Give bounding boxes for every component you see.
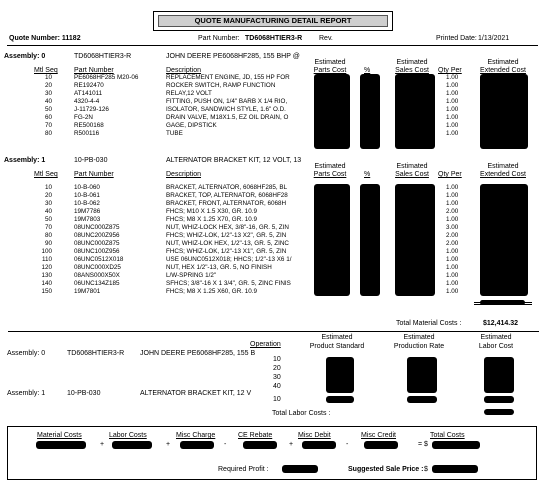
row-seq: 60 [44, 114, 52, 121]
row-part-number: 08UNC000Z875 [74, 240, 120, 247]
redacted-percent-2 [360, 184, 380, 296]
redacted-extended-cost [480, 74, 528, 149]
qty-per-header: Qty Per [438, 67, 462, 74]
redacted-material-costs [36, 441, 86, 449]
mtl-seq-header: Mtl Seq [34, 67, 58, 74]
footer-plus-2: + [166, 441, 171, 448]
row-part-number: 08UNC000XD25 [74, 264, 121, 271]
labor-cost-header-1: Estimated [480, 334, 512, 341]
operation-10-asm1: 10 [273, 396, 281, 403]
redacted-labor-cost [484, 357, 514, 393]
footer-misc-debit: Misc Debit [298, 432, 331, 439]
row-part-number: J-11729-126 [74, 106, 109, 113]
row-seq: 20 [44, 82, 52, 89]
row-description: NUT, HEX 1/2"-13, GR. 5, NO FINISH [166, 264, 272, 271]
row-part-number: 10-B-060 [74, 184, 100, 191]
row-description: ISOLATOR, SANDWICH STYLE, 1.6" O.D. [166, 106, 286, 113]
row-description: USE 06UNC0512X018; HHCS; 1/2"-13 X6 1/ [166, 256, 292, 263]
row-description: BRACKET, FRONT, ALTERNATOR, 6068H [166, 200, 287, 207]
redacted-misc-credit [364, 441, 398, 449]
report-title-box [153, 11, 393, 31]
row-description: NUT, WHIZ-LOCK HEX, 3/8"-16, GR. 5, ZIN [166, 224, 289, 231]
redacted-total-labor [484, 409, 514, 415]
row-seq: 120 [41, 264, 52, 271]
row-qty-per: 1.00 [446, 130, 459, 137]
parts-cost-header-1: Estimated [314, 163, 346, 170]
operation-40: 40 [273, 383, 281, 390]
redacted-misc-charge [180, 441, 214, 449]
footer-ce-rebate: CE Rebate [238, 432, 273, 439]
row-description: FHCS; WHIZ-LOK, 1/2"-13 X2", GR. 5, ZIN [166, 232, 287, 239]
row-part-number: 4320-4-4 [74, 98, 100, 105]
row-seq: 50 [44, 216, 52, 223]
row-qty-per: 1.00 [446, 248, 459, 255]
sales-cost-header-1: Estimated [396, 163, 428, 170]
row-description: DRAIN VALVE, M18X1.5, EZ OIL DRAIN, O [166, 114, 289, 121]
parts-cost-header-2: Parts Cost [313, 171, 347, 178]
operation-10: 10 [273, 356, 281, 363]
row-qty-per: 1.00 [446, 74, 459, 81]
row-qty-per: 1.00 [446, 264, 459, 271]
row-qty-per: 1.00 [446, 184, 459, 191]
footer-minus-1: - [224, 441, 227, 448]
row-part-number: AT141011 [74, 90, 103, 97]
footer-equals: = [418, 441, 423, 448]
row-seq: 130 [41, 272, 52, 279]
labor-assembly-0-number: TD6068HTIER3-R [67, 350, 125, 357]
row-description: FHCS; M8 X 1.25 X70, GR. 10.9 [166, 216, 257, 223]
row-seq: 80 [44, 232, 52, 239]
row-qty-per: 1.00 [446, 280, 459, 287]
footer-dollar-2: $ [424, 466, 428, 473]
row-qty-per: 1.00 [446, 114, 459, 121]
operation-20: 20 [273, 365, 281, 372]
row-description: RELAY,12 VOLT [166, 90, 212, 97]
footer-minus-2: - [346, 441, 349, 448]
redacted-total-costs [432, 441, 480, 449]
row-description: L/W-SPRING 1/2" [166, 272, 217, 279]
row-part-number: FG-2N [74, 114, 93, 121]
row-seq: 30 [44, 90, 52, 97]
part-number-header: Part Number [74, 67, 114, 74]
row-qty-per: 1.00 [446, 98, 459, 105]
assembly-number: TD6068HTIER3-R [74, 53, 132, 60]
row-qty-per: 1.00 [446, 216, 459, 223]
footer-plus-3: + [289, 441, 294, 448]
operation-30: 30 [273, 374, 281, 381]
row-qty-per: 1.00 [446, 256, 459, 263]
required-profit-label: Required Profit : [218, 466, 269, 473]
assembly-label: Assembly: 0 [4, 53, 46, 60]
description-header: Description [166, 171, 202, 178]
row-part-number: 06UNC134Z185 [74, 280, 120, 287]
row-qty-per: 1.00 [446, 272, 459, 279]
row-part-number: 08UNC000Z875 [74, 224, 120, 231]
row-qty-per: 1.00 [446, 192, 459, 199]
quote-number: Quote Number: 11182 [9, 35, 81, 42]
row-seq: 10 [44, 184, 52, 191]
printed-date-value: 1/13/2021 [478, 35, 510, 42]
materials-divider [8, 331, 539, 332]
row-description: SFHCS; 3/8"-16 X 1 3/4", GR. 5, ZINC FINIS [166, 280, 291, 287]
redacted-misc-debit [302, 441, 336, 449]
rev-label: Rev. [319, 35, 333, 42]
assembly-description: ALTERNATOR BRACKET KIT, 12 VOLT, 13 [166, 157, 302, 164]
row-qty-per: 1.00 [446, 200, 459, 207]
row-description: BRACKET, TOP, ALTERNATOR, 6068HF28 [166, 192, 288, 199]
labor-assembly-0-label: Assembly: 0 [7, 350, 46, 357]
row-part-number: PE6068HF285 M20-06 [74, 74, 139, 81]
labor-assembly-0-desc: JOHN DEERE PE6068HF285, 155 B [140, 350, 256, 357]
labor-cost-header-2: Labor Cost [478, 343, 514, 350]
row-qty-per: 1.00 [446, 90, 459, 97]
assembly-description: JOHN DEERE PE6068HF285, 155 BHP @ [166, 53, 300, 60]
extended-cost-header-2: Extended Cost [480, 171, 526, 178]
assembly-label: Assembly: 1 [4, 157, 46, 164]
total-labor-label: Total Labor Costs : [272, 410, 331, 417]
product-standard-header-1: Estimated [321, 334, 353, 341]
percent-header: % [364, 67, 371, 74]
sales-cost-header-1: Estimated [396, 59, 428, 66]
row-part-number: 06UNC0512X018 [74, 256, 124, 263]
redacted-labor-cost-2 [484, 396, 514, 403]
row-description: FHCS; M8 X 1.25 X60, GR. 10.9 [166, 288, 257, 295]
row-part-number: 19M7801 [74, 288, 101, 295]
redacted-extended-cost-2 [480, 184, 528, 296]
row-part-number: 10-B-061 [74, 192, 100, 199]
row-qty-per: 2.00 [446, 208, 459, 215]
extended-cost-header-1: Estimated [487, 59, 519, 66]
row-seq: 30 [44, 200, 52, 207]
row-seq: 110 [41, 256, 52, 263]
row-seq: 70 [44, 224, 52, 231]
row-seq: 20 [44, 192, 52, 199]
footer-misc-credit: Misc Credit [361, 432, 397, 439]
row-description: ROCKER SWITCH, RAMP FUNCTION [166, 82, 276, 89]
description-header: Description [166, 67, 202, 74]
row-seq: 50 [44, 106, 52, 113]
redacted-sales-cost [395, 74, 435, 149]
row-seq: 150 [41, 288, 52, 295]
row-qty-per: 1.00 [446, 122, 459, 129]
row-part-number: 08UNC100Z956 [74, 248, 120, 255]
redacted-parts-cost-2 [314, 184, 350, 296]
total-material-value: $12,414.32 [483, 320, 519, 327]
redacted-sales-cost-2 [395, 184, 435, 296]
redacted-subtotal [480, 300, 525, 305]
redacted-production-rate [407, 357, 437, 393]
total-material-label: Total Material Costs : [396, 320, 462, 327]
part-number-header: Part Number [74, 171, 114, 178]
part-number-label: Part Number: [198, 35, 240, 42]
row-seq: 40 [44, 208, 52, 215]
row-seq: 90 [44, 240, 52, 247]
redacted-product-standard-2 [326, 396, 354, 403]
mtl-seq-header: Mtl Seq [34, 171, 58, 178]
row-seq: 70 [44, 122, 52, 129]
row-description: NUT, WHIZ-LOK HEX, 1/2"-13, GR. 5, ZINC [166, 240, 289, 247]
redacted-parts-cost [314, 74, 350, 149]
row-qty-per: 1.00 [446, 82, 459, 89]
row-qty-per: 1.00 [446, 288, 459, 295]
sales-cost-header-2: Sales Cost [395, 67, 429, 74]
part-number-value: TD6068HTIER3-R [245, 35, 303, 42]
footer-total-costs: Total Costs [430, 432, 465, 439]
row-part-number: 08UNC200Z956 [74, 232, 120, 239]
parts-cost-header-2: Parts Cost [313, 67, 347, 74]
redacted-required-profit [282, 465, 318, 473]
footer-misc-charge: Misc Charge [176, 432, 216, 439]
product-standard-header-2: Product Standard [309, 343, 365, 350]
redacted-product-standard [326, 357, 354, 393]
row-seq: 140 [41, 280, 52, 287]
assembly-number: 10-PB-030 [74, 157, 108, 164]
row-description: FHCS; WHIZ-LOK, 1/2"-13 X1", GR. 5, ZIN [166, 248, 287, 255]
labor-assembly-1-number: 10-PB-030 [67, 390, 101, 397]
percent-header: % [364, 171, 371, 178]
extended-cost-header-1: Estimated [487, 163, 519, 170]
row-description: BRACKET, ALTERNATOR, 6068HF285, BL [166, 184, 288, 191]
extended-cost-header-2: Extended Cost [480, 67, 526, 74]
row-part-number: R500116 [74, 130, 100, 137]
footer-plus-1: + [100, 441, 105, 448]
footer-labor-costs: Labor Costs [109, 432, 147, 439]
row-qty-per: 2.00 [446, 240, 459, 247]
row-description: TUBE [166, 130, 183, 137]
row-seq: 10 [44, 74, 52, 81]
redacted-production-rate-2 [407, 396, 437, 403]
row-part-number: 19M7803 [74, 216, 101, 223]
suggested-price-label: Suggested Sale Price : [348, 466, 424, 473]
production-rate-header-1: Estimated [403, 334, 435, 341]
row-seq: 80 [44, 130, 52, 137]
parts-cost-header-1: Estimated [314, 59, 346, 66]
row-description: FITTING, PUSH ON, 1/4" BARB X 1/4 RIO, [166, 98, 288, 105]
production-rate-header-2: Production Rate [393, 343, 445, 350]
row-part-number: 19M7786 [74, 208, 101, 215]
row-part-number: RE500168 [74, 122, 104, 129]
row-description: GAGE, DIPSTICK [166, 122, 217, 129]
footer-material-costs: Material Costs [37, 432, 82, 439]
qty-per-header: Qty Per [438, 171, 462, 178]
redacted-ce-rebate [243, 441, 277, 449]
row-description: FHCS; M10 X 1.5 X30, GR. 10.9 [166, 208, 257, 215]
row-part-number: 10-B-062 [74, 200, 100, 207]
labor-assembly-1-desc: ALTERNATOR BRACKET KIT, 12 V [140, 390, 252, 397]
redacted-percent [360, 74, 380, 149]
row-part-number: RE192470 [74, 82, 104, 89]
row-seq: 40 [44, 98, 52, 105]
report-title: QUOTE MANUFACTURING DETAIL REPORT [158, 15, 388, 27]
footer-dollar-1: $ [424, 441, 428, 448]
printed-date-label: Printed Date: [436, 35, 477, 42]
labor-assembly-1-label: Assembly: 1 [7, 390, 46, 397]
header-divider [7, 45, 538, 46]
row-qty-per: 3.00 [446, 224, 459, 231]
sales-cost-header-2: Sales Cost [395, 171, 429, 178]
row-qty-per: 2.00 [446, 232, 459, 239]
operation-header: Operation [250, 341, 281, 348]
row-seq: 100 [41, 248, 52, 255]
redacted-suggested-price [432, 465, 478, 473]
redacted-labor-costs [112, 441, 152, 449]
row-description: REPLACEMENT ENGINE, JD, 155 HP FOR [166, 74, 290, 81]
row-part-number: 08ANS000X50X [74, 272, 120, 279]
row-qty-per: 1.00 [446, 106, 459, 113]
